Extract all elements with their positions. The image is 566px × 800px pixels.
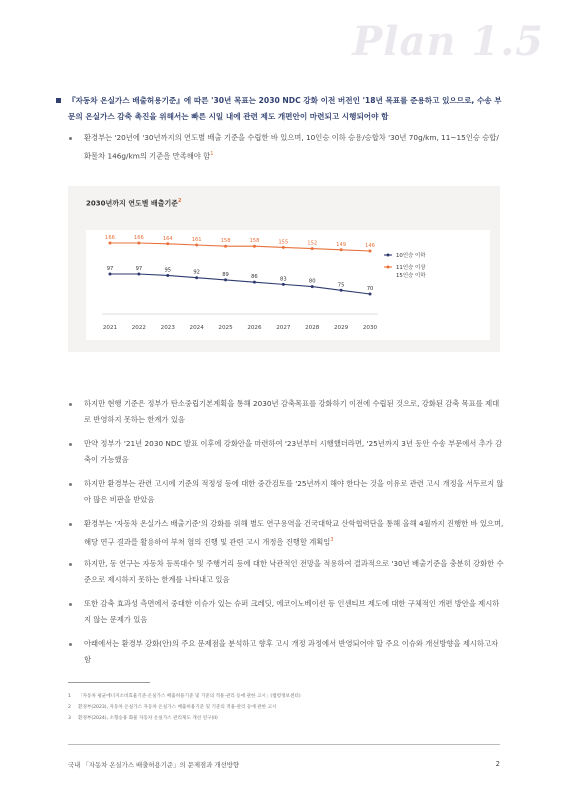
x-tick-label: 2024 [189, 325, 204, 331]
footnote-item [68, 702, 500, 713]
data-label: 152 [307, 240, 318, 247]
bullet-text: 환경부는 '20년에 '30년까지의 연도별 배출 기준을 수립한 바 있으며, 10인승 이하 승용/승합차 '30년 70g/km, 11~15인승 승합/화물차 146g/km의 기준을 만족해야 함 [84, 133, 499, 161]
x-tick-label: 2023 [160, 325, 175, 331]
data-label: 75 [337, 282, 345, 289]
bullet-text: 환경부는 '자동차 온실가스 배출기준'의 강화를 위해 별도 연구용역을 건국대학교 산학협력단을 통해 올해 4월까지 진행한 바 있으며, 해당 연구 결과를 활용하여 부처 협의 진행 및 관련 고시 개정을 진행할 계획임 [84, 519, 504, 547]
bullet-item [84, 130, 504, 164]
data-point [282, 283, 285, 286]
legend-label: 15인승 이하 [396, 273, 426, 279]
main-bullet-text: 『자동차 온실가스 배출허용기준』에 따른 '30년 목표는 2030 NDC 강화 이전 버전인 '18년 목표를 준용하고 있으므로, 수송 부문의 온실가스 감축 촉진을 위해서는 빠른 시일 내에 관련 제도 개편안이 마련되고 시행되어야 함 [68, 96, 502, 121]
data-point [166, 274, 169, 277]
data-label: 86 [251, 274, 258, 281]
footnote-text: 환경부(2023), 자동차 온실가스 자동차 온실가스 배출허용기준 및 기준의 적용·관리 등에 관한 고시 [78, 705, 277, 710]
footer-title: 국내 「자동차 온실가스 배출허용기준」의 문제점과 개선방향 [68, 761, 240, 769]
data-label: 155 [278, 239, 289, 246]
chart-title [86, 198, 181, 208]
data-label: 146 [365, 243, 375, 249]
data-point [137, 273, 140, 276]
bullet-item [84, 476, 504, 508]
data-point [109, 273, 112, 276]
data-label: 149 [336, 241, 347, 248]
main-bullet [68, 93, 508, 125]
bullet-text: 하지만 환경부는 관련 고시에 기준의 적정성 등에 대한 중간검토를 '25년까지 해야 한다는 것을 이유로 관련 고시 개정을 서두르지 않아 많은 비판을 받았음 [84, 479, 504, 504]
x-tick-label: 2030 [362, 325, 378, 331]
data-label: 161 [191, 237, 202, 243]
legend-label: 10인승 이하 [396, 253, 426, 259]
data-label: 166 [133, 235, 144, 241]
data-label: 95 [164, 267, 172, 274]
data-point [340, 248, 343, 251]
x-tick-label: 2021 [102, 325, 118, 331]
bullet-dot-icon [69, 643, 72, 646]
bullet-item [84, 636, 504, 668]
data-point [253, 281, 256, 284]
bullet-dot-icon [69, 137, 72, 140]
square-bullet-icon [56, 98, 61, 103]
bullet-item [84, 396, 504, 428]
data-point [109, 242, 112, 245]
bullet-dot-icon [69, 443, 72, 446]
bullet-dot-icon [69, 403, 72, 406]
footnote-text: 환경부(2024), 소형승용 화물 자동차 온실가스 관리제도 개선 연구(II) [78, 716, 218, 721]
x-tick-label: 2025 [218, 325, 233, 331]
legend-marker [387, 254, 390, 257]
footnote-divider [68, 682, 150, 683]
data-point [224, 278, 227, 281]
chart-plot-area [86, 230, 490, 340]
watermark-logo: Plan 1.5 [352, 18, 544, 65]
data-point [166, 242, 169, 245]
chart-box [68, 186, 500, 352]
x-tick-label: 2022 [131, 325, 147, 331]
data-label: 158 [249, 238, 260, 245]
bullet-item [84, 596, 504, 628]
data-label: 97 [106, 266, 114, 272]
data-point [369, 293, 372, 296]
footnote-text: 「자동차 평균에너지소비효율기준·온실가스 배출허용기준 및 기준의 적용·관리 등에 관한 고시」(법령정보센터) [78, 694, 301, 699]
bullet-text: 하지만 현행 기준은 정부가 탄소중립기본계획을 통해 2030년 감축목표를 강화하기 이전에 수립된 것으로, 강화된 감축 목표를 제대로 반영하지 못하는 한계가 있음 [84, 399, 500, 424]
footer-divider [68, 744, 500, 745]
footnote-ref[interactable]: 3 [330, 537, 334, 543]
page-number: 2 [495, 760, 500, 768]
footnotes [68, 691, 500, 724]
bullet-dot-icon [69, 603, 72, 606]
data-point [282, 246, 285, 249]
x-tick-label: 2026 [247, 325, 262, 331]
bullet-text: 또한 감축 효과성 측면에서 중대한 이슈가 있는 슈퍼 크레딧, 에코이노베이션 등 인센티브 제도에 대한 구체적인 개편 방안을 제시하지 않는 문제가 있음 [84, 599, 500, 624]
data-point [369, 250, 372, 253]
data-point [311, 247, 314, 250]
data-label: 97 [135, 266, 143, 272]
footnote-item [68, 713, 500, 724]
data-point [195, 244, 198, 247]
data-point [137, 242, 140, 245]
x-tick-label: 2027 [276, 325, 291, 331]
data-label: 80 [308, 278, 316, 285]
data-point [253, 245, 256, 248]
chart-footnote-ref[interactable]: 2 [177, 198, 182, 204]
data-label: 166 [105, 235, 115, 241]
data-point [340, 289, 343, 292]
bullet-dot-icon [69, 483, 72, 486]
x-tick-label: 2029 [333, 325, 349, 331]
line-chart [86, 230, 490, 340]
bullet-item [84, 516, 504, 550]
bullet-item [84, 436, 504, 468]
data-point [224, 245, 227, 248]
chart-title-text: 2030년까지 연도별 배출기준 [86, 199, 178, 208]
footnote-item [68, 691, 500, 702]
legend-marker [387, 266, 390, 269]
data-label: 89 [222, 271, 229, 278]
bullet-dot-icon [69, 523, 72, 526]
data-point [195, 276, 198, 279]
legend-label: 11인승 이상 [396, 265, 426, 271]
data-label: 158 [220, 238, 231, 245]
bullet-text: 만약 정부가 '21년 2030 NDC 발표 이후에 강화안을 마련하여 '23년부터 시행했더라면, '25년까지 3년 동안 수송 부문에서 추가 감축이 가능했음 [84, 439, 503, 464]
bullet-text: 하지만, 동 연구는 자동차 등록대수 및 주행거리 등에 대한 낙관적인 전망을 적용하여 결과적으로 '30년 배출기준을 충분히 강화한 수준으로 제시하지 못하는 한계를 나타내고 있음 [84, 559, 504, 584]
footnote-number: 2 [68, 705, 71, 710]
bullet-text: 아래에서는 환경부 강화(안)의 주요 문제점을 분석하고 향후 고시 개정 과정에서 반영되어야 할 주요 이슈와 개선방향을 제시하고자 함 [84, 639, 499, 664]
data-label: 83 [280, 276, 287, 283]
footnote-number: 1 [68, 694, 71, 699]
bullet-dot-icon [69, 563, 72, 566]
data-point [311, 285, 314, 288]
bullet-item [84, 556, 504, 588]
data-label: 164 [162, 235, 173, 242]
footnote-ref[interactable]: 1 [210, 151, 214, 157]
data-label: 70 [366, 286, 374, 292]
data-label: 92 [193, 269, 200, 276]
x-tick-label: 2028 [305, 325, 320, 331]
footnote-number: 3 [68, 716, 71, 721]
